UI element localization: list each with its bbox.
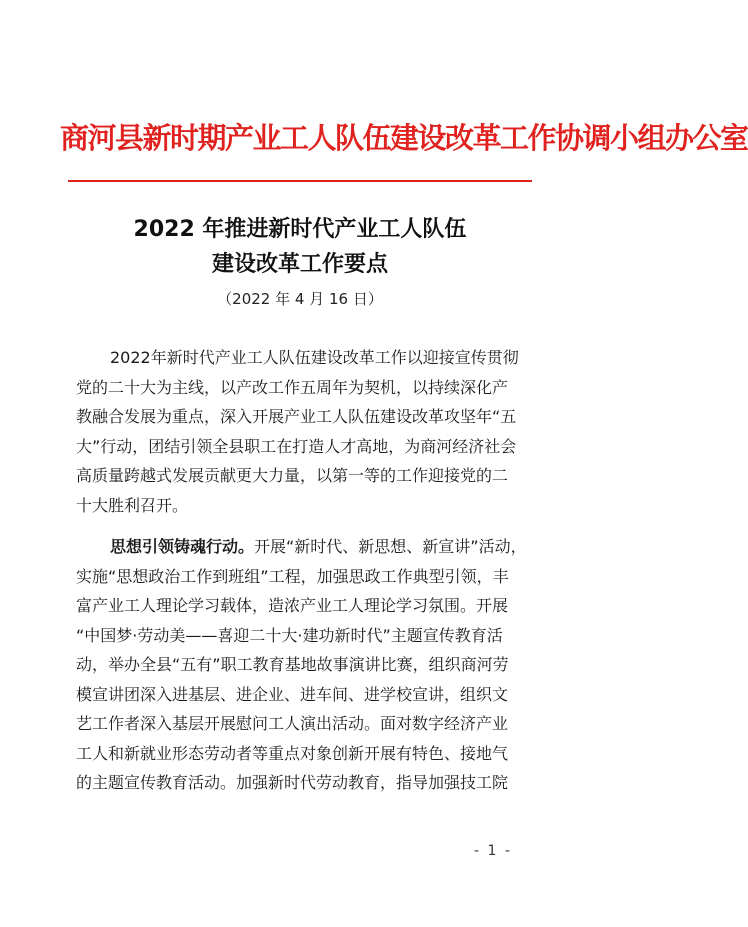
text-line: 党的二十大为主线，以产改工作五周年为契机，以持续深化产 bbox=[76, 377, 509, 397]
text-line: 2022年新时代产业工人队伍建设改革工作以迎接宣传贯彻 bbox=[110, 348, 519, 367]
text-line: “中国梦·劳动美——喜迎二十大·建功新时代”主题宣传教育活 bbox=[76, 625, 503, 645]
text-span: 开展“新时代、新思想、新宣讲”活动， bbox=[254, 537, 527, 556]
text-line: 十大胜利召开。 bbox=[76, 495, 189, 515]
text-line: 实施“思想政治工作到班组”工程，加强思政工作典型引领，丰 bbox=[76, 566, 509, 586]
ideological-guidance-paragraph bbox=[76, 532, 532, 798]
text-line: 富产业工人理论学习载体，造浓产业工人理论学习氛围。开展 bbox=[76, 596, 509, 615]
text-line: 的主题宣传教育活动。加强新时代劳动教育，指导加强技工院 bbox=[76, 773, 509, 792]
text-line: 模宣讲团深入进基层、进企业、进车间、进学校宣讲，组织文 bbox=[76, 684, 509, 704]
page-number: - 1 - bbox=[474, 843, 512, 859]
section-lead-heading: 思想引领铸魂行动。 bbox=[110, 537, 255, 556]
document-date: （2022 年 4 月 16 日） bbox=[217, 290, 383, 308]
text-line: 大”行动，团结引领全县职工在打造人才高地，为商河经济社会 bbox=[76, 436, 517, 456]
text-line: 艺工作者深入基层开展慰问工人演出活动。面对数字经济产业 bbox=[76, 714, 509, 733]
header-red-rule bbox=[68, 180, 532, 182]
document-title-line-1: 2022 年推进新时代产业工人队伍 bbox=[133, 217, 467, 242]
issuing-office-header: 商河县新时期产业工人队伍建设改革工作协调小组办公室 bbox=[60, 121, 748, 155]
text-line: 教融合发展为重点，深入开展产业工人队伍建设改革攻坚年“五 bbox=[76, 407, 517, 426]
text-line bbox=[76, 532, 532, 562]
document-title-line-2: 建设改革工作要点 bbox=[211, 252, 388, 277]
text-line: 高质量跨越式发展贡献更大力量，以第一等的工作迎接党的二 bbox=[76, 466, 509, 485]
text-line: 动，举办全县“五有”职工教育基地故事演讲比赛，组织商河劳 bbox=[76, 655, 509, 674]
intro-paragraph bbox=[76, 343, 532, 520]
text-line: 工人和新就业形态劳动者等重点对象创新开展有特色、接地气 bbox=[76, 743, 509, 763]
